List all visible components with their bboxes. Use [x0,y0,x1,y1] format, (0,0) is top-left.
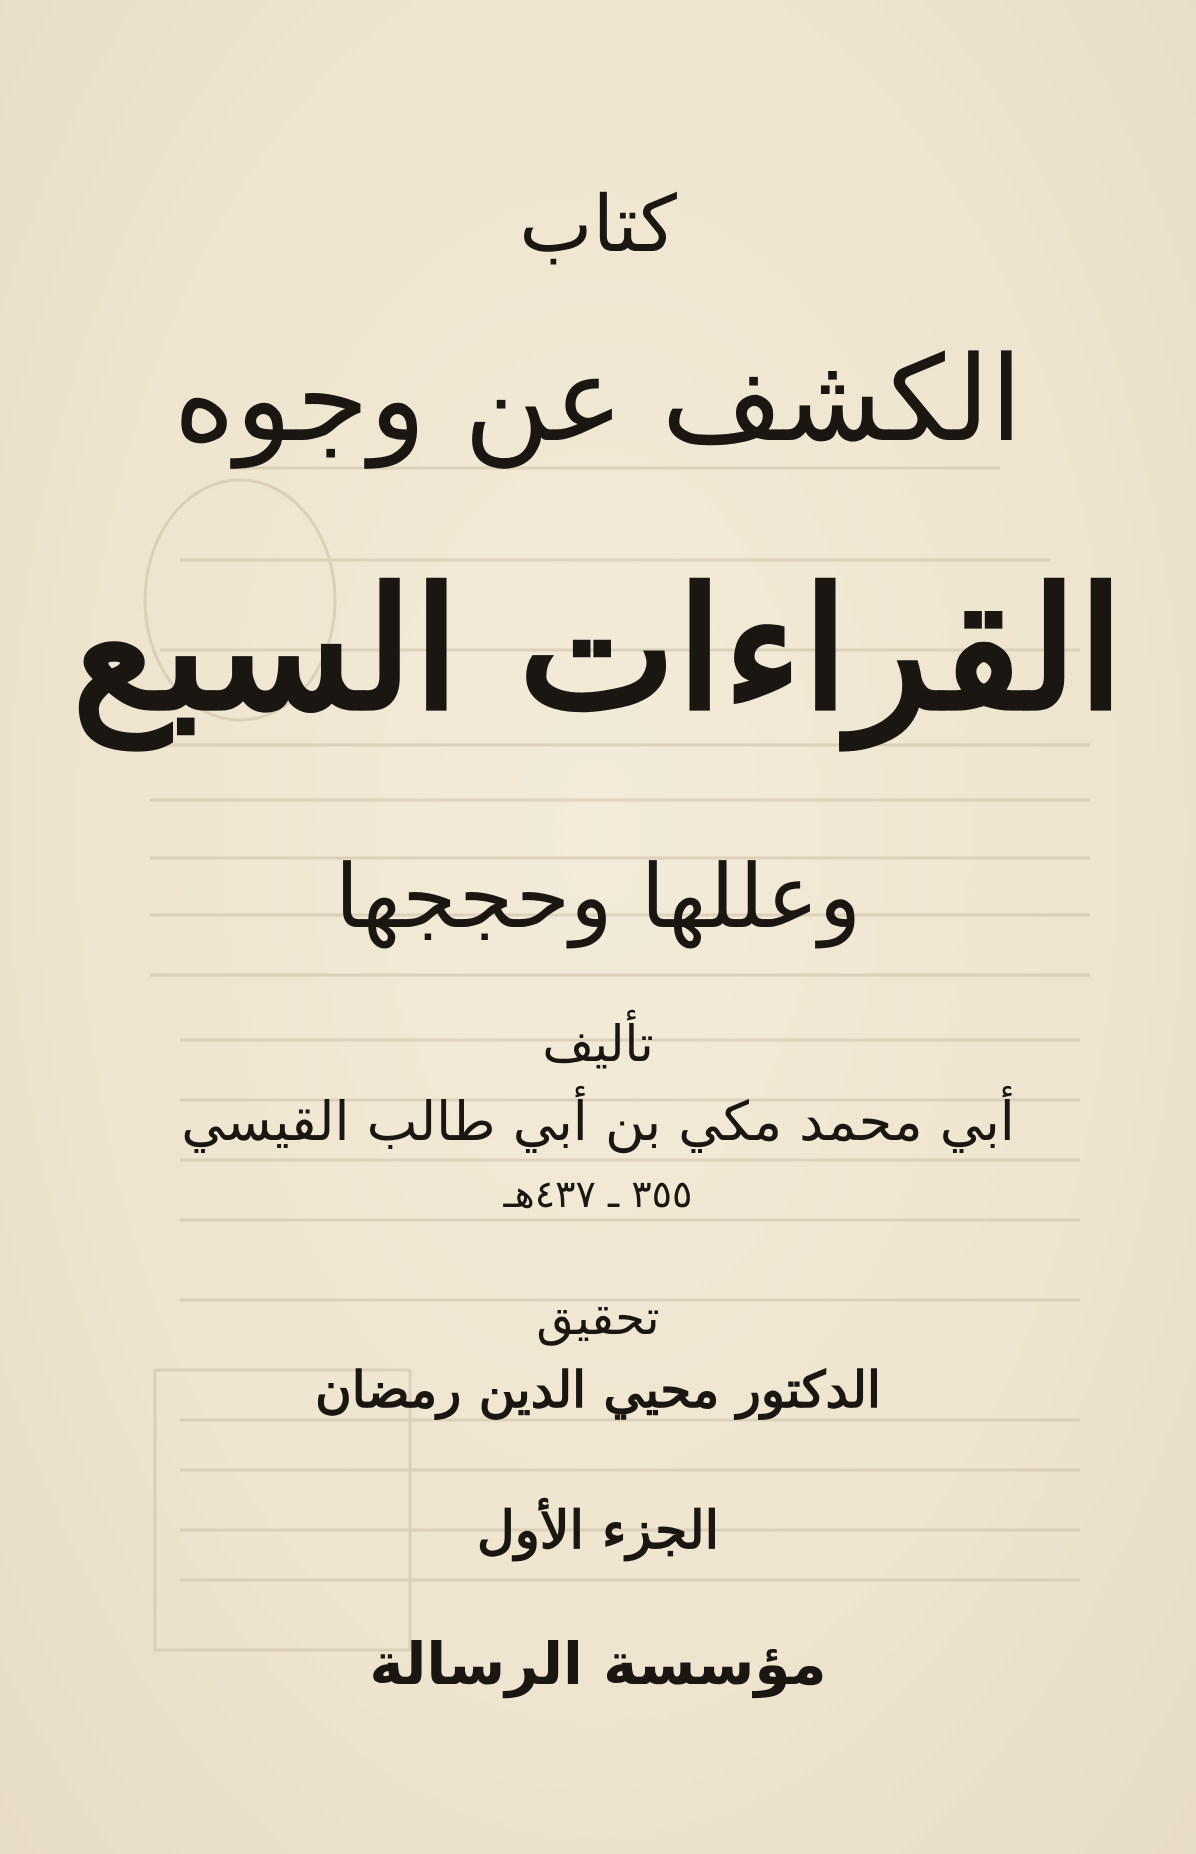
editing-label: تحقيق [536,1290,660,1346]
volume-label: الجزء الأول [476,1500,720,1561]
kitab-heading: كتاب [519,180,677,270]
title-line-3: وعللها وحججها [334,845,862,948]
title-line-1: الكشف عن وجوه [173,330,1023,468]
author-dates: ٣٥٥ ـ ٤٣٧هـ [503,1172,693,1216]
author-name: أبي محمد مكي بن أبي طالب القيسي [181,1090,1015,1153]
editor-name: الدكتور محيي الدين رمضان [315,1360,881,1419]
title-line-2: القراءات السبع [71,550,1125,748]
authorship-label: تأليف [542,1015,654,1073]
publisher-name: مؤسسة الرسالة [369,1630,827,1698]
